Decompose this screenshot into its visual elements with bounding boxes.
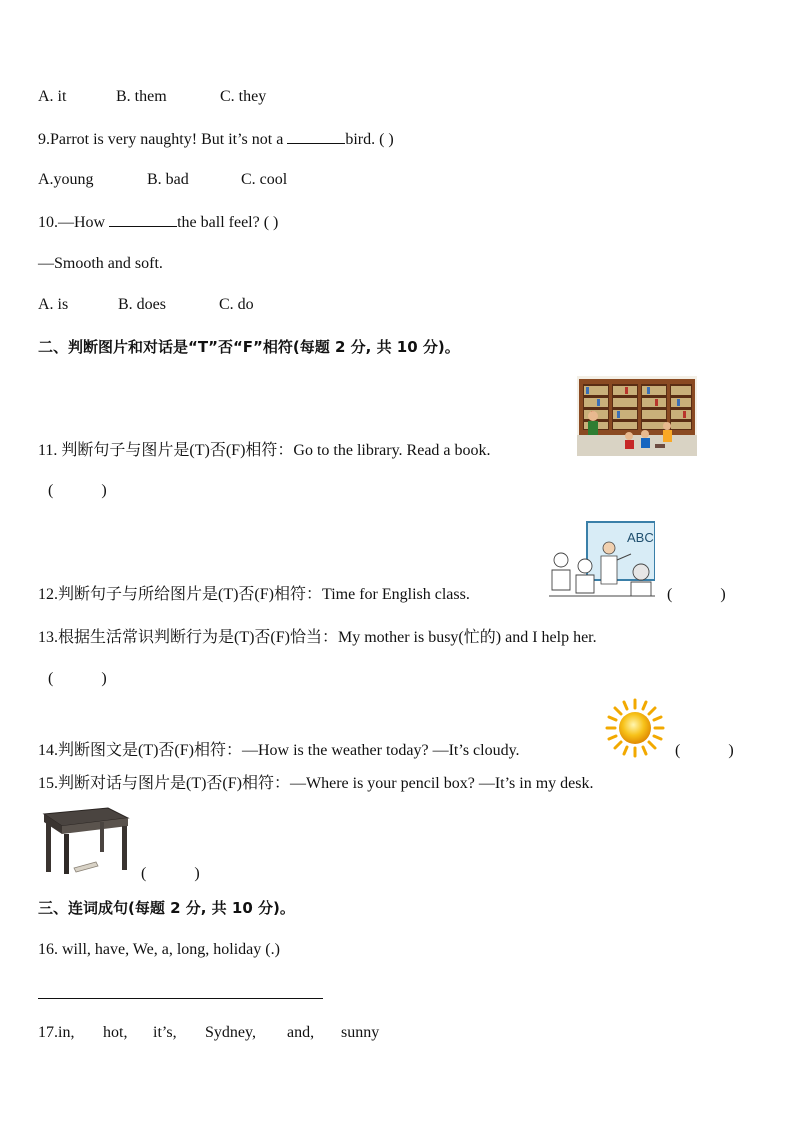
question-9 — [38, 129, 394, 150]
question-10 — [38, 212, 278, 233]
q14-answer-parentheses[interactable]: ( ) — [675, 742, 734, 759]
q9-text-after: bird. ( ) — [345, 131, 394, 148]
question-12: 12.判断句子与所给图片是(T)否(F)相符：Time for English class. — [38, 586, 470, 603]
q17-word-1: 17.in, — [38, 1024, 75, 1041]
q11-answer-parentheses[interactable]: ( ) — [48, 482, 107, 499]
q17-word-3: it’s, — [153, 1024, 177, 1041]
q10-answer-blank[interactable] — [109, 212, 177, 227]
q17-word-6: sunny — [341, 1024, 380, 1041]
q9-answer-blank[interactable] — [287, 129, 345, 144]
q17-word-5: and, — [287, 1024, 315, 1041]
q12-answer-parentheses[interactable]: ( ) — [667, 586, 726, 603]
question-13: 13.根据生活常识判断行为是(T)否(F)恰当：My mother is busy(忙的) and I help her. — [38, 629, 597, 646]
question-11: 11. 判断句子与图片是(T)否(F)相符：Go to the library. Read a book. — [38, 442, 491, 459]
q8-option-a: A. it — [38, 88, 67, 105]
section-3-heading: 三、连词成句(每题 2 分, 共 10 分)。 — [38, 899, 295, 917]
q10-option-b: B. does — [118, 296, 166, 313]
q9-option-c: C. cool — [241, 171, 288, 188]
library-image — [577, 376, 697, 456]
q17-word-2: hot, — [103, 1024, 128, 1041]
question-16: 16. will, have, We, a, long, holiday (.) — [38, 941, 280, 958]
q8-option-c: C. they — [220, 88, 267, 105]
q10-text-before: 10.—How — [38, 214, 110, 231]
q10-text-after: the ball feel? ( ) — [177, 214, 279, 231]
desk-image — [38, 806, 130, 876]
section-2-heading: 二、判断图片和对话是“T”否“F”相符(每题 2 分, 共 10 分)。 — [38, 338, 460, 356]
q13-answer-parentheses[interactable]: ( ) — [48, 670, 107, 687]
classroom-image — [549, 520, 655, 600]
q8-option-b: B. them — [116, 88, 167, 105]
q10-answer-line: —Smooth and soft. — [38, 255, 163, 272]
board-text: ABC — [627, 530, 654, 545]
q17-word-4: Sydney, — [205, 1024, 256, 1041]
q9-option-b: B. bad — [147, 171, 189, 188]
sun-icon — [605, 698, 665, 758]
question-14: 14.判断图文是(T)否(F)相符：—How is the weather today? —It’s cloudy. — [38, 742, 520, 759]
q10-option-a: A. is — [38, 296, 69, 313]
q9-text-before: 9.Parrot is very naughty! But it’s not a — [38, 131, 288, 148]
q10-option-c: C. do — [219, 296, 254, 313]
q9-option-a: A.young — [38, 171, 94, 188]
question-15: 15.判断对话与图片是(T)否(F)相符：—Where is your pencil box? —It’s in my desk. — [38, 775, 594, 792]
q15-answer-parentheses[interactable]: ( ) — [141, 865, 200, 882]
q16-answer-line[interactable] — [38, 998, 323, 999]
